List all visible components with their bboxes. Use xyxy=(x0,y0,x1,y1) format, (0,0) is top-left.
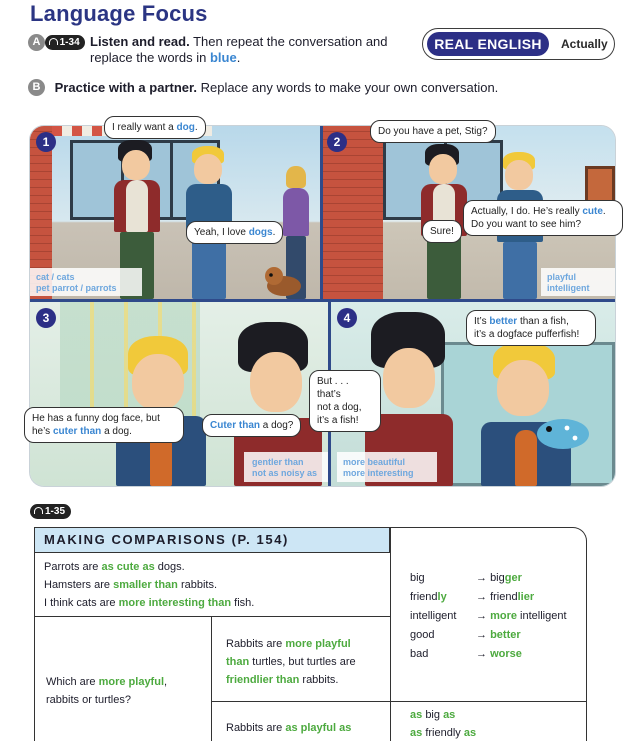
form-intelligent: intelligent xyxy=(410,610,457,622)
dog-illustration xyxy=(262,262,304,298)
pufferfish-illustration xyxy=(527,414,597,454)
step-a-instructions: Listen and read. Then repeat the conversation and replace the words in blue. xyxy=(90,34,388,65)
example-sentence: I think cats are more interesting than fish. xyxy=(44,597,255,609)
speech-bubble-p3-mid: Cuter than a dog? xyxy=(202,414,301,437)
answer-sentence: Rabbits are more playful than turtles, but turtles are friendlier than rabbits. xyxy=(226,638,356,686)
real-english-word: Actually xyxy=(561,37,608,51)
panel2-alt-words: playful intelligent xyxy=(547,272,590,293)
speech-bubble-p2-sure: Sure! xyxy=(422,220,462,243)
table-heading: MAKING COMPARISONS (P. 154) xyxy=(34,527,390,553)
form-friendly: friendly xyxy=(410,591,447,603)
form-friendlier: → friendlier xyxy=(476,591,535,603)
panel-number-2: 2 xyxy=(327,132,347,152)
panel4-alt-words: more beautiful more interesting xyxy=(343,457,414,478)
step-b-letter: B xyxy=(28,79,45,96)
real-english-badge xyxy=(422,28,615,60)
brick-wall xyxy=(323,126,383,299)
form-bigger: → bigger xyxy=(476,572,522,584)
form-good: good xyxy=(410,629,435,641)
speech-bubble-p4-top: It’s better than a fish, it’s a dogface pufferfish! xyxy=(466,310,596,346)
speech-bubble-p1-top: I really want a dog. xyxy=(104,116,206,139)
example-sentences xyxy=(44,558,254,612)
step-b-instructions: Practice with a partner. Replace any words to make your own conversation. xyxy=(54,80,499,96)
audio-track-1-34[interactable]: 1-34 xyxy=(45,35,85,50)
example-sentence: Hamsters are smaller than rabbits. xyxy=(44,579,218,591)
speech-bubble-p2-right: Actually, I do. He’s really cute. Do you want to see him? xyxy=(463,200,623,236)
form-better: → better xyxy=(476,629,521,641)
headphones-icon xyxy=(49,38,58,45)
page-title: Language Focus xyxy=(30,1,208,26)
speech-bubble-p4-mid: But . . . that’s not a dog, it’s a fish! xyxy=(309,370,381,432)
question-sentence: Which are more playful, rabbits or turtles? xyxy=(46,676,168,706)
comic-panel-3 xyxy=(30,302,328,486)
panel-divider xyxy=(30,299,615,302)
comic-panel-1 xyxy=(30,126,320,299)
form-bad: bad xyxy=(410,648,429,660)
speech-bubble-p2-top: Do you have a pet, Stig? xyxy=(370,120,496,143)
headphones-icon xyxy=(34,507,43,514)
step-b xyxy=(28,78,498,96)
panel-divider xyxy=(320,126,323,302)
making-comparisons-table xyxy=(34,527,587,741)
answer-sentence-2: Rabbits are as playful as xyxy=(226,722,352,734)
panel-number-1: 1 xyxy=(36,132,56,152)
panel3-alt-words: gentler than not as noisy as xyxy=(252,457,318,478)
form-worse: → worse xyxy=(476,648,522,660)
panel-number-4: 4 xyxy=(337,308,357,328)
panel-number-3: 3 xyxy=(36,308,56,328)
form-big: big xyxy=(410,572,425,584)
panel1-alt-words: cat / cats pet parrot / parrots xyxy=(36,272,117,293)
form-more-intelligent: → more intelligent xyxy=(476,610,567,622)
example-sentence: Parrots are as cute as dogs. xyxy=(44,561,185,573)
step-a xyxy=(28,34,418,65)
real-english-tag: REAL ENGLISH xyxy=(427,32,549,56)
speech-bubble-p1-mid: Yeah, I love dogs. xyxy=(186,221,283,244)
step-a-letter: A xyxy=(28,34,45,51)
audio-track-1-35[interactable]: 1-35 xyxy=(30,504,71,519)
speech-bubble-p3-left: He has a funny dog face, but he’s cuter than a dog. xyxy=(24,407,184,443)
form-as-big-as: as big as xyxy=(410,709,456,721)
form-as-friendly-as: as friendly as xyxy=(410,727,477,739)
